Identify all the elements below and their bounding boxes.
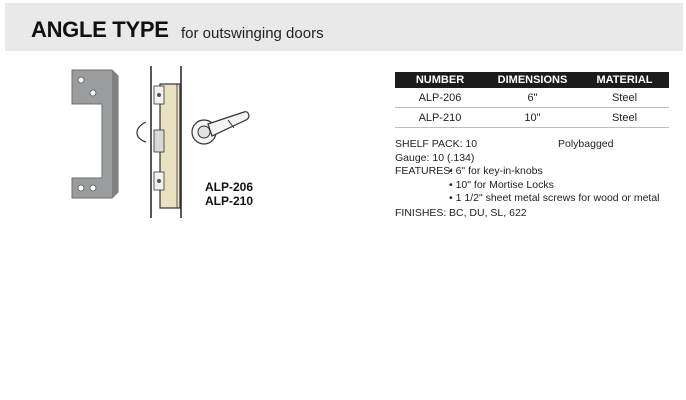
packaging-text: Polybagged [558,138,614,150]
gauge-text: Gauge: 10 (.134) [395,152,475,164]
feature-item: • 10" for Mortise Locks [449,179,554,191]
cell-dimensions: 6" [485,88,580,108]
shelf-pack-text: SHELF PACK: 10 [395,138,478,150]
page-subtitle: for outswinging doors [181,25,324,42]
column-header-dimensions: DIMENSIONS [485,72,580,88]
table-header-row [395,72,669,88]
angle-plate-drawing [72,70,118,198]
cell-number: ALP-210 [395,108,485,128]
model-label-alp-210: ALP-210 [205,194,254,208]
cell-number: ALP-206 [395,88,485,108]
spec-table [395,72,669,128]
cell-dimensions: 10" [485,108,580,128]
table-row [395,108,669,128]
model-label-alp-206: ALP-206 [205,180,254,194]
finishes-label: FINISHES: [395,207,447,219]
installed-plate-drawing [154,84,180,208]
header-bar [5,3,683,51]
cell-material: Steel [580,88,669,108]
finishes-value: BC, DU, SL, 622 [449,207,527,219]
feature-item: • 1 1/2" sheet metal screws for wood or metal [449,192,660,204]
column-header-number: NUMBER [395,72,485,88]
column-header-material: MATERIAL [580,72,669,88]
cell-material: Steel [580,108,669,128]
feature-item: • 6" for key-in-knobs [449,165,543,177]
features-label: FEATURES: [395,165,454,177]
table-row [395,88,669,108]
page-title: ANGLE TYPE [31,17,169,42]
